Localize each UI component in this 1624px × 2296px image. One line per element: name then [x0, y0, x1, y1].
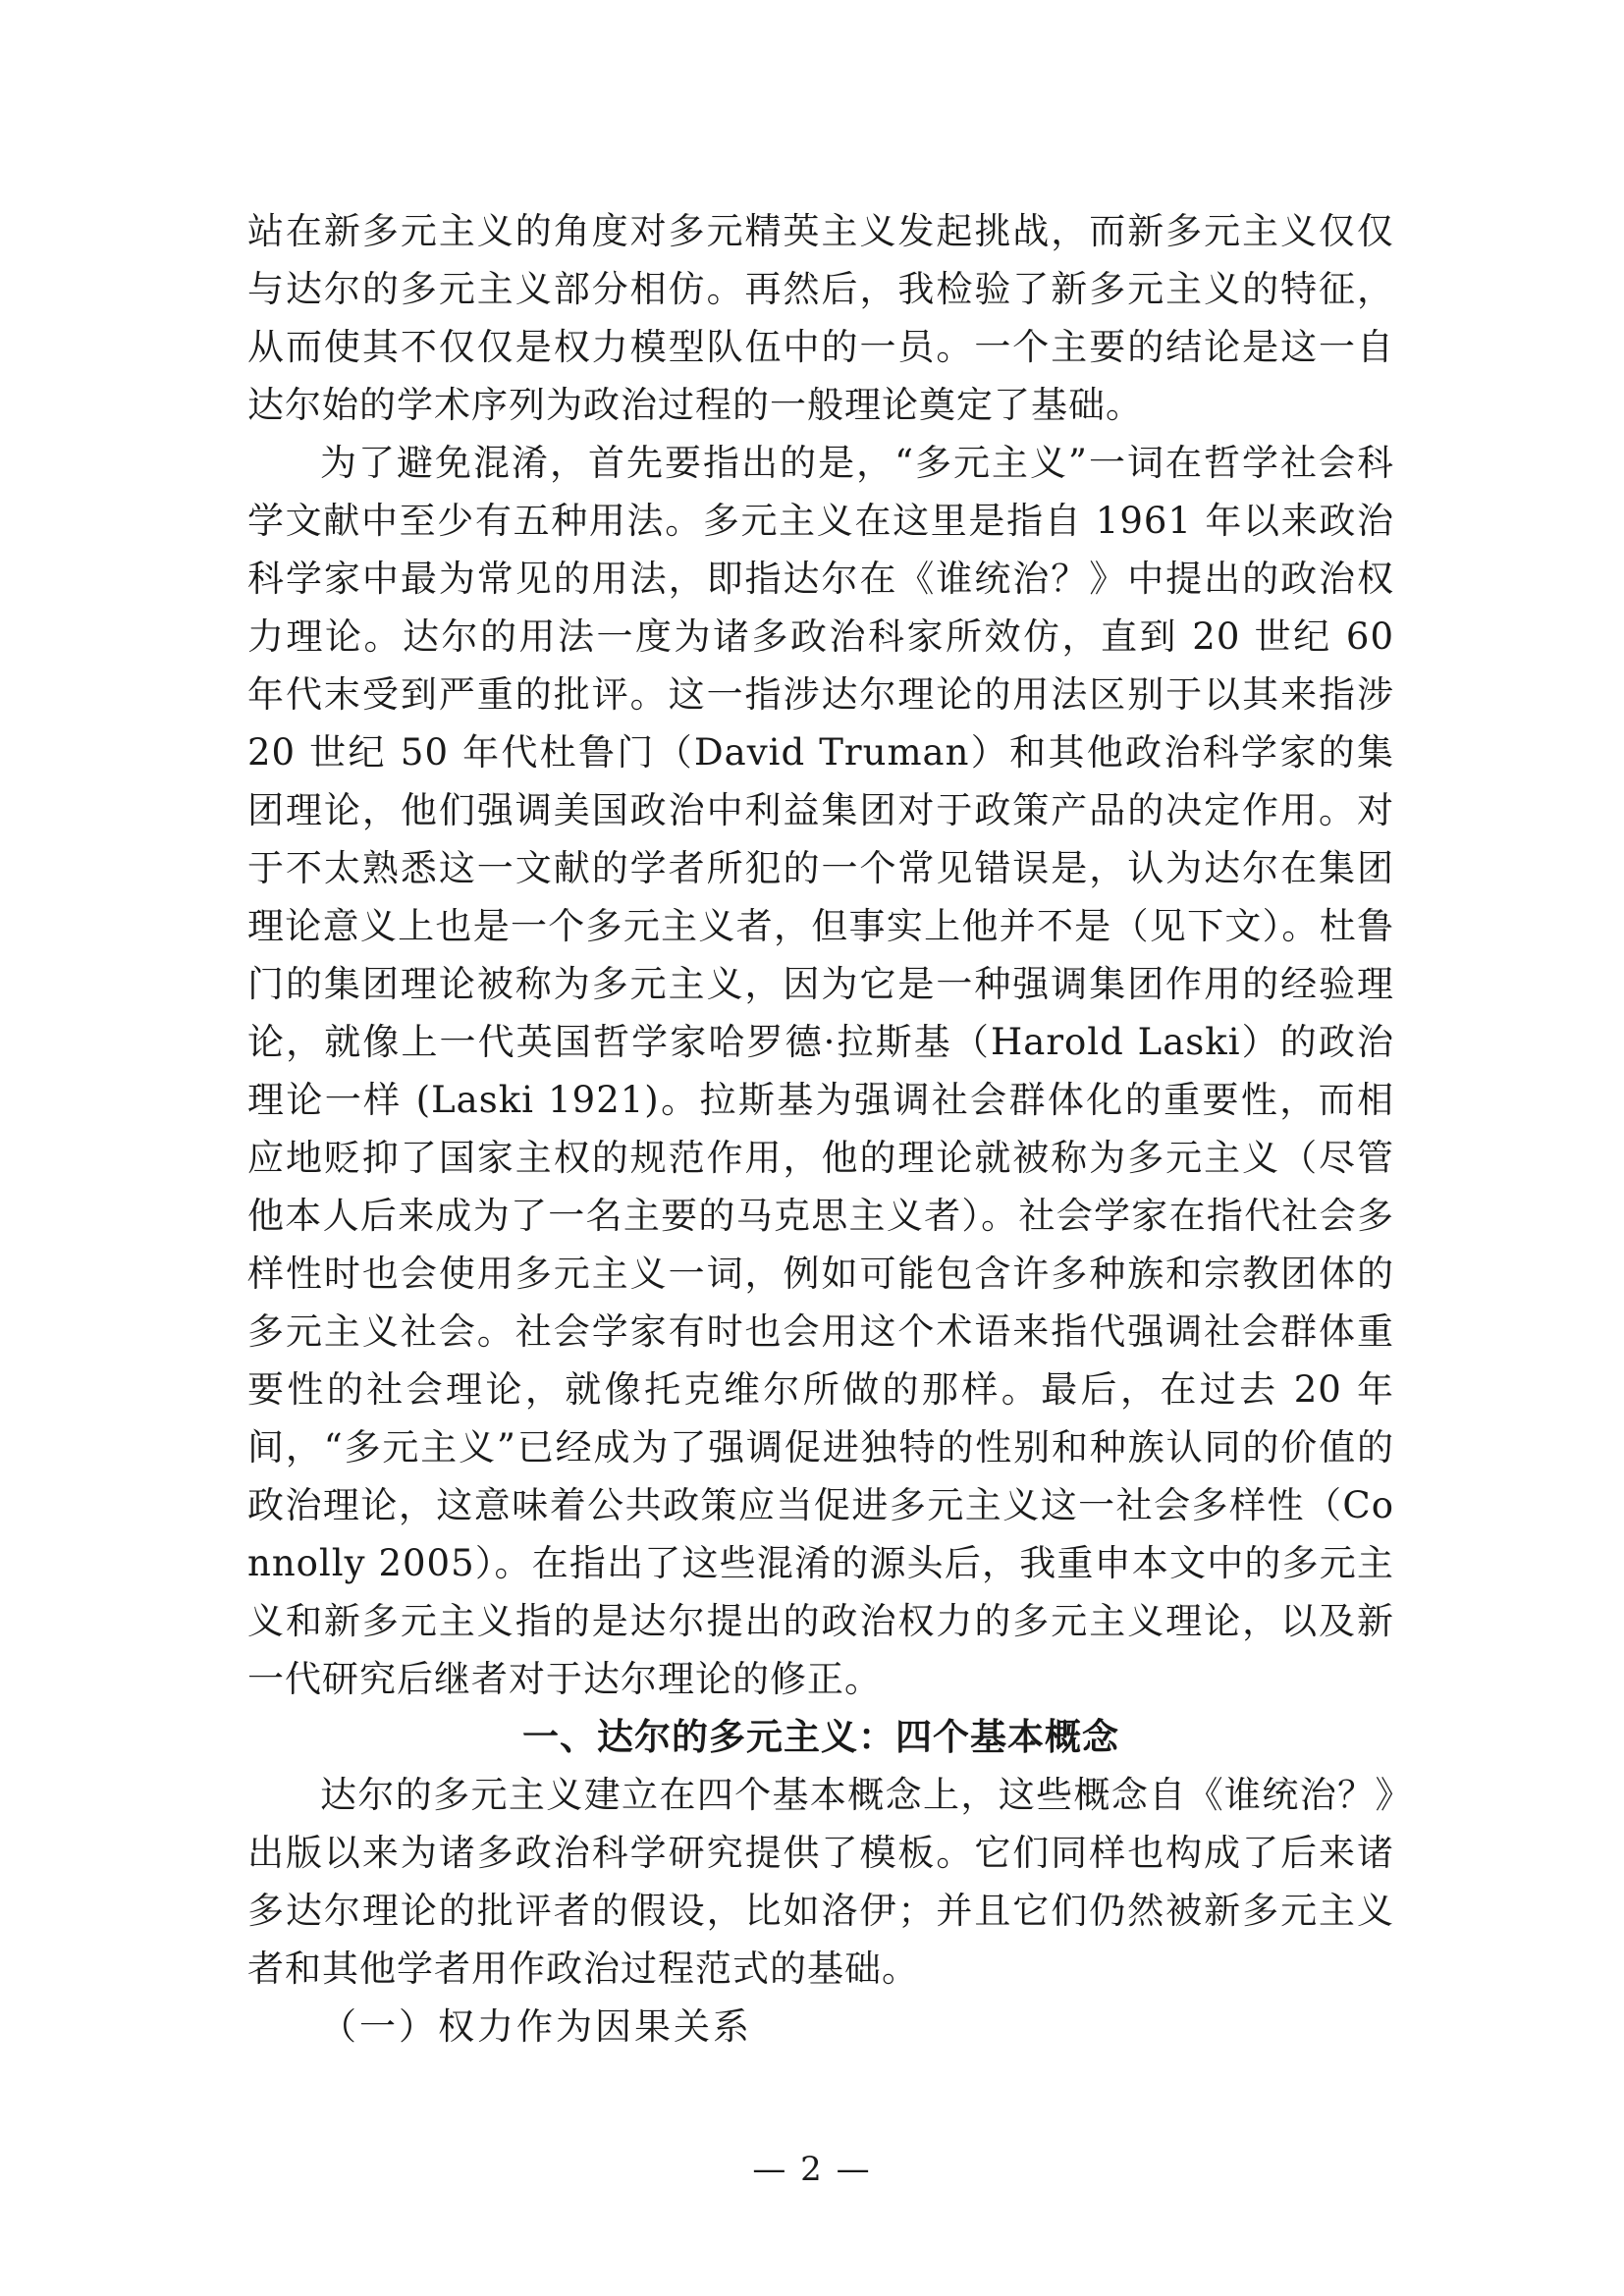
- paragraph-section-intro: 达尔的多元主义建立在四个基本概念上，这些概念自《谁统治？》出版以来为诸多政治科学研究提供了模板。它们同样也构成了后来诸多达尔理论的批评者的假设，比如洛伊；并且它们仍然被新多元主义者和其他学者用作政治过程范式的基础。: [247, 1774, 1394, 1990]
- paragraph-continuation: 站在新多元主义的角度对多元精英主义发起挑战，而新多元主义仅仅与达尔的多元主义部分相仿。再然后，我检验了新多元主义的特征，从而使其不仅仅是权力模型队伍中的一员。一个主要的结论是这一自达尔始的学术序列为政治过程的一般理论奠定了基础。: [247, 210, 1394, 426]
- page-number: — 2 —: [752, 2150, 872, 2189]
- section-heading: 一、达尔的多元主义：四个基本概念: [522, 1715, 1119, 1758]
- paragraph-pluralism-definitions: 为了避免混淆，首先要指出的是，“多元主义”一词在哲学社会科学文献中至少有五种用法。多元主义在这里是指自 1961 年以来政治科学家中最为常见的用法，即指达尔在《谁统治？》中提出的政治权力理论。达尔的用法一度为诸多政治科家所效仿，直到 20 世纪 60 年代末受到严重的批评。这一指涉达尔理论的用法区别于以其来指涉 20 世纪 50 年代杜鲁门（David Truman）和其他政治科学家的集团理论，他们强调美国政治中利益集团对于政策产品的决定作用。对于不太熟悉这一文献的学者所犯的一个常见错误是，认为达尔在集团理论意义上也是一个多元主义者，但事实上他并不是（见下文）。杜鲁门的集团理论被称为多元主义，因为它是一种强调集团作用的经验理论，就像上一代英国哲学家哈罗德·拉斯基（Harold Laski）的政治理论一样 (Laski 1921)。拉斯基为强调社会群体化的重要性，而相应地贬抑了国家主权的规范作用，他的理论就被称为多元主义（尽管他本人后来成为了一名主要的马克思主义者）。社会学家在指代社会多样性时也会使用多元主义一词，例如可能包含许多种族和宗教团体的多元主义社会。社会学家有时也会用这个术语来指代强调社会群体重要性的社会理论，就像托克维尔所做的那样。最后，在过去 20 年间，“多元主义”已经成为了强调促进独特的性别和种族认同的价值的政治理论，这意味着公共政策应当促进多元主义这一社会多样性（Connolly 2005）。在指出了这些混淆的源头后，我重申本文中的多元主义和新多元主义指的是达尔提出的政治权力的多元主义理论，以及新一代研究后继者对于达尔理论的修正。: [247, 442, 1394, 1700]
- sub-heading: （一）权力作为因果关系: [320, 2005, 752, 2048]
- page-content: [247, 202, 1394, 2056]
